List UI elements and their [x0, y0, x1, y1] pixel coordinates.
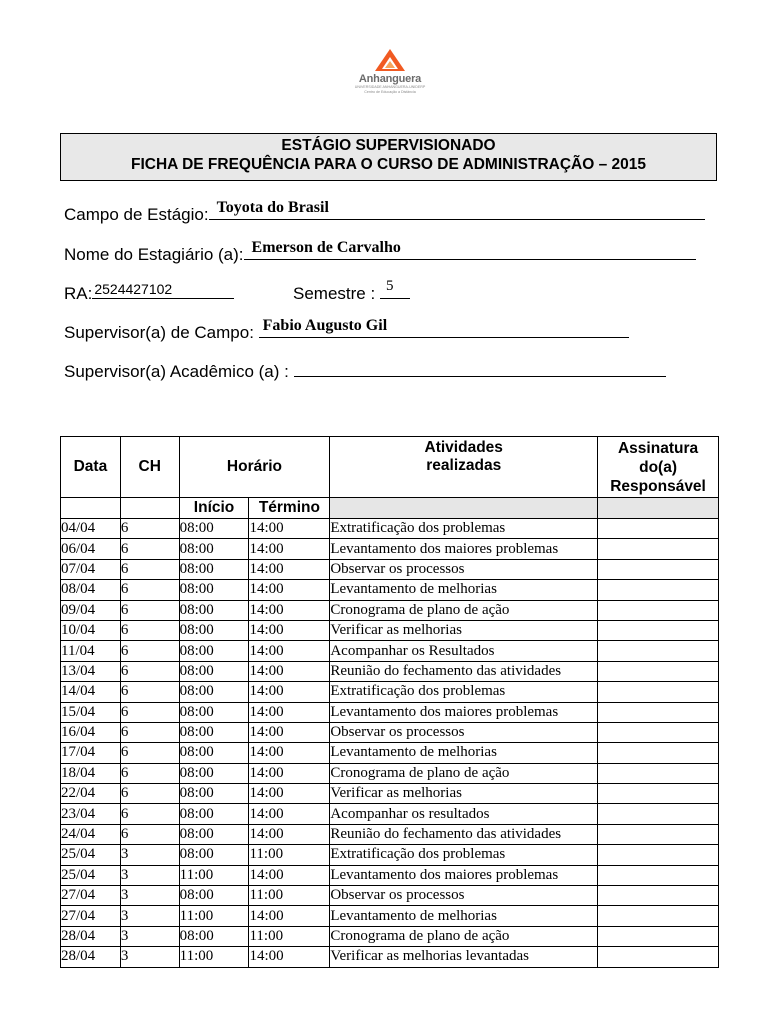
row-assinatura[interactable] [598, 600, 719, 620]
row-termino: 14:00 [249, 804, 330, 824]
row-termino: 14:00 [249, 580, 330, 600]
row-assinatura[interactable] [598, 580, 719, 600]
row-ch: 6 [120, 743, 179, 763]
semestre-field [293, 280, 410, 304]
table-row [61, 519, 719, 539]
row-ch: 3 [120, 886, 179, 906]
row-inicio: 11:00 [179, 947, 249, 967]
nome-estagiario-value: Emerson de Carvalho [251, 239, 401, 256]
row-date: 17/04 [61, 743, 121, 763]
table-subheader-row [61, 498, 719, 519]
row-assinatura[interactable] [598, 947, 719, 967]
row-termino: 14:00 [249, 702, 330, 722]
row-inicio: 08:00 [179, 539, 249, 559]
row-inicio: 08:00 [179, 845, 249, 865]
logo-name: Anhanguera [358, 73, 422, 85]
table-row [61, 865, 719, 885]
row-ch: 3 [120, 926, 179, 946]
header-assinatura [598, 437, 719, 498]
row-termino: 14:00 [249, 600, 330, 620]
table-row [61, 926, 719, 946]
row-inicio: 08:00 [179, 682, 249, 702]
row-assinatura[interactable] [598, 661, 719, 681]
supervisor-academico-label: Supervisor(a) Acadêmico (a) : [64, 362, 289, 381]
header-assinatura-line1: Assinatura [617, 439, 699, 457]
row-date: 18/04 [61, 763, 121, 783]
row-inicio: 08:00 [179, 926, 249, 946]
row-ch: 6 [120, 580, 179, 600]
row-inicio: 08:00 [179, 580, 249, 600]
table-row [61, 804, 719, 824]
row-termino: 14:00 [249, 682, 330, 702]
row-inicio: 08:00 [179, 824, 249, 844]
row-assinatura[interactable] [598, 641, 719, 661]
header-atividades-line2: realizadas [426, 457, 502, 474]
row-inicio: 11:00 [179, 865, 249, 885]
row-termino: 14:00 [249, 824, 330, 844]
logo-subtitle-2: Centro de Educação a Distância [364, 89, 416, 94]
row-assinatura[interactable] [598, 763, 719, 783]
row-date: 23/04 [61, 804, 121, 824]
semestre-value: 5 [385, 278, 394, 294]
supervisor-campo-field [64, 319, 629, 343]
row-inicio: 08:00 [179, 743, 249, 763]
supervisor-campo-label: Supervisor(a) de Campo: [64, 323, 254, 342]
table-row [61, 906, 719, 926]
row-termino: 14:00 [249, 620, 330, 640]
row-assinatura[interactable] [598, 743, 719, 763]
row-ch: 3 [120, 906, 179, 926]
row-termino: 14:00 [249, 784, 330, 804]
row-atividade: Acompanhar os Resultados [330, 641, 598, 661]
table-row [61, 763, 719, 783]
row-atividade: Levantamento dos maiores problemas [330, 539, 598, 559]
row-inicio: 11:00 [179, 906, 249, 926]
row-date: 24/04 [61, 824, 121, 844]
row-ch: 6 [120, 559, 179, 579]
row-inicio: 08:00 [179, 763, 249, 783]
row-termino: 14:00 [249, 865, 330, 885]
row-date: 25/04 [61, 845, 121, 865]
ra-line[interactable] [92, 280, 234, 299]
table-row [61, 845, 719, 865]
logo-subtitle-1: UNIVERSIDADE ANHANGUERA-UNIDERP [354, 85, 426, 89]
row-termino: 14:00 [249, 947, 330, 967]
header-ch: CH [120, 437, 179, 498]
row-date: 28/04 [61, 926, 121, 946]
row-inicio: 08:00 [179, 600, 249, 620]
document-title-box [60, 133, 717, 181]
row-atividade: Reunião do fechamento das atividades [330, 824, 598, 844]
row-atividade: Levantamento dos maiores problemas [330, 702, 598, 722]
row-date: 13/04 [61, 661, 121, 681]
row-date: 10/04 [61, 620, 121, 640]
supervisor-academico-field [64, 358, 666, 382]
row-termino: 14:00 [249, 743, 330, 763]
row-date: 27/04 [61, 886, 121, 906]
logo-triangle-icon [373, 48, 407, 72]
row-date: 11/04 [61, 641, 121, 661]
row-atividade: Cronograma de plano de ação [330, 600, 598, 620]
row-termino: 14:00 [249, 641, 330, 661]
supervisor-campo-value: Fabio Augusto Gil [262, 317, 388, 334]
row-assinatura[interactable] [598, 886, 719, 906]
table-row [61, 702, 719, 722]
row-termino: 14:00 [249, 763, 330, 783]
row-termino: 14:00 [249, 559, 330, 579]
row-date: 22/04 [61, 784, 121, 804]
row-inicio: 08:00 [179, 519, 249, 539]
semestre-line[interactable] [380, 280, 410, 299]
row-date: 27/04 [61, 906, 121, 926]
row-date: 16/04 [61, 722, 121, 742]
header-assinatura-line2: do(a) [639, 458, 677, 476]
nome-estagiario-line[interactable] [244, 241, 696, 260]
header-termino: Término [249, 498, 330, 519]
row-atividade: Observar os processos [330, 722, 598, 742]
row-ch: 3 [120, 865, 179, 885]
row-assinatura[interactable] [598, 620, 719, 640]
row-inicio: 08:00 [179, 784, 249, 804]
table-row [61, 682, 719, 702]
table-header-row [61, 437, 719, 498]
row-inicio: 08:00 [179, 886, 249, 906]
ra-label: RA: [64, 284, 93, 303]
table-row [61, 661, 719, 681]
row-date: 28/04 [61, 947, 121, 967]
table-row [61, 743, 719, 763]
header-data: Data [61, 437, 121, 498]
row-ch: 6 [120, 722, 179, 742]
row-atividade: Observar os processos [330, 886, 598, 906]
row-atividade: Verificar as melhorias [330, 620, 598, 640]
row-inicio: 08:00 [179, 559, 249, 579]
row-inicio: 08:00 [179, 661, 249, 681]
row-assinatura[interactable] [598, 784, 719, 804]
row-atividade: Reunião do fechamento das atividades [330, 661, 598, 681]
header-inicio: Início [179, 498, 249, 519]
row-atividade: Levantamento dos maiores problemas [330, 865, 598, 885]
supervisor-academico-line[interactable] [294, 358, 666, 377]
frequency-table [60, 436, 719, 968]
row-inicio: 08:00 [179, 620, 249, 640]
header-horario: Horário [179, 437, 330, 498]
row-assinatura[interactable] [598, 519, 719, 539]
supervisor-campo-line[interactable] [259, 319, 629, 338]
semestre-label: Semestre : [293, 284, 376, 303]
row-termino: 14:00 [249, 722, 330, 742]
table-row [61, 784, 719, 804]
header-assinatura-line3: Responsável [610, 477, 706, 495]
row-ch: 6 [120, 763, 179, 783]
row-atividade: Levantamento de melhorias [330, 906, 598, 926]
table-row [61, 580, 719, 600]
table-row [61, 620, 719, 640]
row-date: 06/04 [61, 539, 121, 559]
row-ch: 3 [120, 845, 179, 865]
subheader-empty-assinatura [598, 498, 719, 519]
ra-field [64, 280, 234, 304]
row-assinatura[interactable] [598, 824, 719, 844]
row-ch: 6 [120, 804, 179, 824]
subheader-empty-data [61, 498, 121, 519]
row-termino: 11:00 [249, 886, 330, 906]
row-ch: 6 [120, 620, 179, 640]
row-ch: 3 [120, 947, 179, 967]
campo-estagio-label: Campo de Estágio: [64, 205, 209, 224]
row-atividade: Extratificação dos problemas [330, 845, 598, 865]
row-assinatura[interactable] [598, 906, 719, 926]
table-row [61, 947, 719, 967]
row-assinatura[interactable] [598, 865, 719, 885]
row-inicio: 08:00 [179, 641, 249, 661]
row-ch: 6 [120, 682, 179, 702]
row-ch: 6 [120, 539, 179, 559]
row-date: 04/04 [61, 519, 121, 539]
row-ch: 6 [120, 519, 179, 539]
row-inicio: 08:00 [179, 702, 249, 722]
row-atividade: Levantamento de melhorias [330, 743, 598, 763]
row-date: 15/04 [61, 702, 121, 722]
row-atividade: Acompanhar os resultados [330, 804, 598, 824]
row-atividade: Observar os processos [330, 559, 598, 579]
campo-estagio-field [64, 201, 705, 225]
row-date: 07/04 [61, 559, 121, 579]
row-atividade: Verificar as melhorias levantadas [330, 947, 598, 967]
row-assinatura[interactable] [598, 804, 719, 824]
row-termino: 14:00 [249, 906, 330, 926]
row-atividade: Verificar as melhorias [330, 784, 598, 804]
title-line-2: FICHA DE FREQUÊNCIA PARA O CURSO DE ADMINISTRAÇÃO – 2015 [131, 156, 646, 173]
table-row [61, 600, 719, 620]
campo-estagio-value: Toyota do Brasil [216, 199, 329, 216]
row-assinatura[interactable] [598, 845, 719, 865]
subheader-empty-atividades [330, 498, 598, 519]
row-ch: 6 [120, 600, 179, 620]
row-atividade: Cronograma de plano de ação [330, 926, 598, 946]
row-assinatura[interactable] [598, 539, 719, 559]
subheader-empty-ch [120, 498, 179, 519]
row-ch: 6 [120, 641, 179, 661]
row-termino: 14:00 [249, 661, 330, 681]
row-atividade: Cronograma de plano de ação [330, 763, 598, 783]
row-ch: 6 [120, 661, 179, 681]
header-atividades-line1: Atividades [424, 439, 503, 456]
table-body [61, 519, 719, 968]
row-assinatura[interactable] [598, 722, 719, 742]
nome-estagiario-field [64, 241, 696, 265]
table-row [61, 559, 719, 579]
table-row [61, 722, 719, 742]
row-date: 14/04 [61, 682, 121, 702]
table-row [61, 824, 719, 844]
row-termino: 14:00 [249, 539, 330, 559]
ra-value: 2524427102 [94, 281, 173, 297]
row-termino: 14:00 [249, 519, 330, 539]
row-assinatura[interactable] [598, 702, 719, 722]
table-row [61, 539, 719, 559]
row-assinatura[interactable] [598, 682, 719, 702]
row-termino: 11:00 [249, 926, 330, 946]
row-date: 08/04 [61, 580, 121, 600]
row-date: 25/04 [61, 865, 121, 885]
header-atividades [330, 437, 598, 498]
row-atividade: Extratificação dos problemas [330, 682, 598, 702]
row-inicio: 08:00 [179, 722, 249, 742]
row-ch: 6 [120, 702, 179, 722]
row-inicio: 08:00 [179, 804, 249, 824]
row-atividade: Levantamento de melhorias [330, 580, 598, 600]
row-termino: 11:00 [249, 845, 330, 865]
nome-estagiario-label: Nome do Estagiário (a): [64, 245, 244, 264]
row-atividade: Extratificação dos problemas [330, 519, 598, 539]
anhanguera-logo [340, 48, 440, 118]
row-ch: 6 [120, 824, 179, 844]
row-date: 09/04 [61, 600, 121, 620]
row-assinatura[interactable] [598, 926, 719, 946]
row-ch: 6 [120, 784, 179, 804]
table-row [61, 886, 719, 906]
campo-estagio-line[interactable] [209, 201, 705, 220]
table-row [61, 641, 719, 661]
title-line-1: ESTÁGIO SUPERVISIONADO [281, 137, 496, 154]
row-assinatura[interactable] [598, 559, 719, 579]
